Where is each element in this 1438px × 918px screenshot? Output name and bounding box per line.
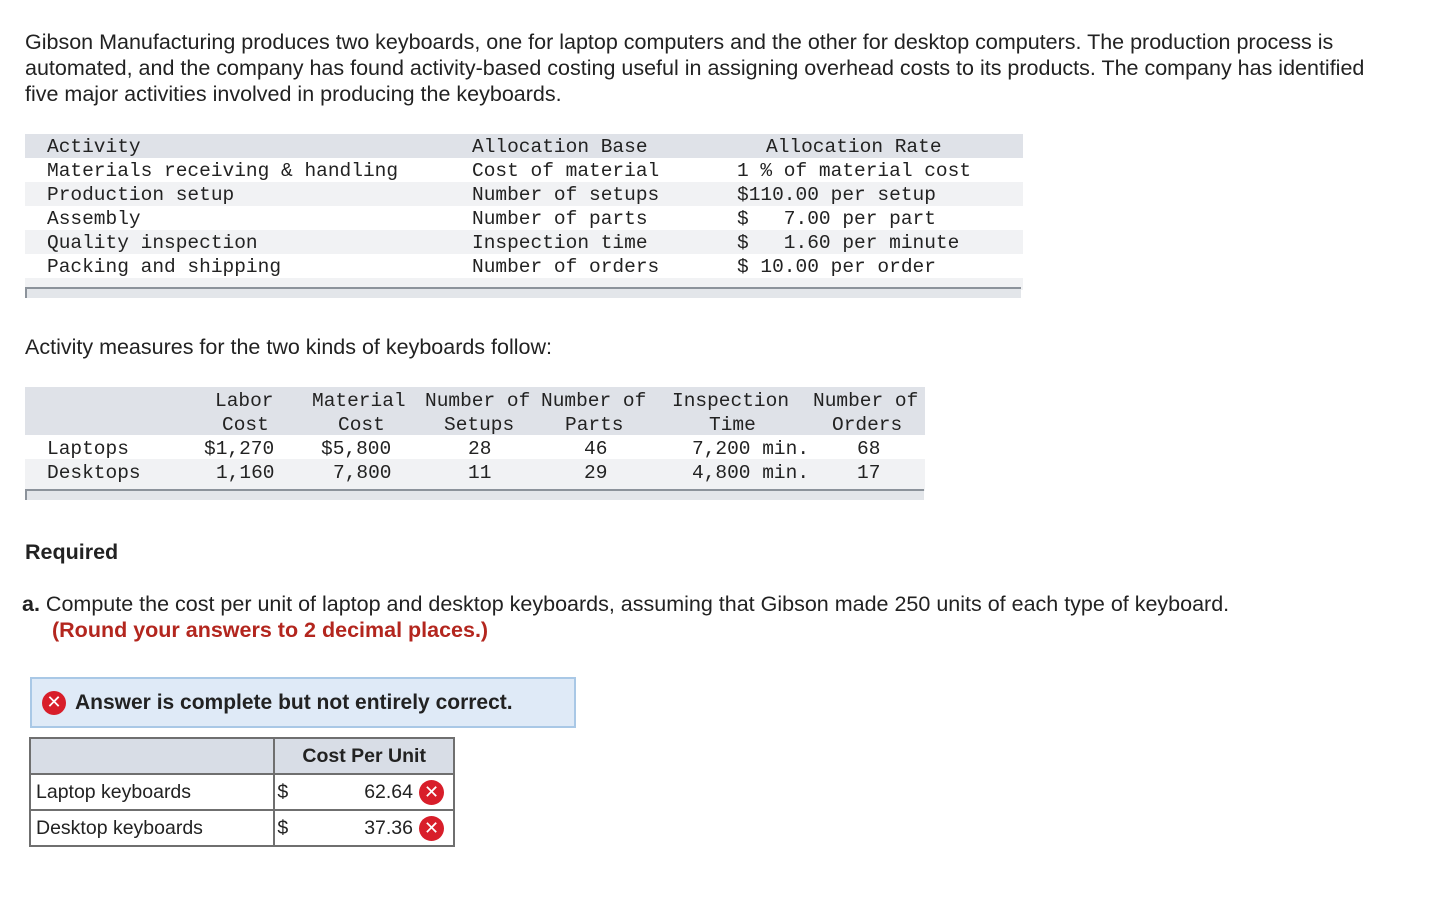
allocation-rate: 1 % of material cost [737,160,972,182]
header-activity: Activity [47,136,141,158]
allocation-base: Number of setups [472,184,660,206]
header-labor: Labor [215,390,274,412]
close-x-icon: ✕ [419,780,444,805]
answer-value: 62.64 [364,781,413,803]
header-cost-per-unit: Cost Per Unit [274,738,454,774]
number-of-orders: 17 [857,462,881,484]
answer-status-banner [30,677,576,728]
activity-name: Materials receiving & handling [47,160,399,182]
currency-symbol: $ [277,781,289,803]
part-a-question [22,591,1422,643]
cost-per-unit-desktop-input[interactable] [274,810,454,846]
header-parts: Number of [541,390,647,412]
header-orders-line2: Orders [832,414,903,436]
number-of-setups: 11 [468,462,492,484]
header-material-line2: Cost [338,414,385,436]
material-cost: $5,800 [321,438,392,460]
header-setups: Number of [425,390,531,412]
header-setups-line2: Setups [444,414,515,436]
table-footer-rule [25,489,924,500]
header-allocation-base: Allocation Base [472,136,648,158]
activity-name: Quality inspection [47,232,258,254]
currency-symbol: $ [277,817,289,839]
allocation-rate: $ 1.60 per minute [737,232,960,254]
activity-allocation-table [25,134,1023,298]
activity-name: Packing and shipping [47,256,282,278]
header-allocation-rate: Allocation Rate [766,136,942,158]
allocation-base: Number of orders [472,256,660,278]
part-a-number: a. [22,592,40,616]
answer-status-text: Answer is complete but not entirely correct. [75,690,513,714]
empty-header-cell [30,738,274,774]
close-x-icon: ✕ [42,691,66,715]
labor-cost: $1,270 [204,438,275,460]
table-header-row [30,738,454,774]
activity-measures-table [25,387,925,503]
allocation-base: Number of parts [472,208,648,230]
number-of-parts: 46 [584,438,608,460]
cost-per-unit-laptop-input[interactable] [274,774,454,810]
part-a-text: Compute the cost per unit of laptop and desktop keyboards, assuming that Gibson made 250 units of each type of keyboard. [45,592,1230,616]
inspection-time: 4,800 min. [692,462,810,484]
labor-cost: 1,160 [216,462,275,484]
table-row [30,810,454,846]
inspection-time: 7,200 min. [692,438,810,460]
required-heading: Required [25,540,119,564]
row-label-desktop: Desktop keyboards [30,810,274,846]
allocation-rate: $ 7.00 per part [737,208,936,230]
material-cost: 7,800 [333,462,392,484]
number-of-orders: 68 [857,438,881,460]
number-of-parts: 29 [584,462,608,484]
activity-name: Assembly [47,208,141,230]
row-label-laptops: Laptops [47,438,129,460]
allocation-base: Cost of material [472,160,660,182]
close-x-icon: ✕ [419,816,444,841]
answer-value: 37.36 [364,817,413,839]
allocation-rate: $110.00 per setup [737,184,936,206]
row-label-desktops: Desktops [47,462,141,484]
table-footer-rule [25,287,1021,298]
activity-name: Production setup [47,184,235,206]
header-inspection: Inspection [672,390,790,412]
row-label-laptop: Laptop keyboards [30,774,274,810]
allocation-base: Inspection time [472,232,648,254]
header-inspection-line2: Time [709,414,756,436]
header-orders: Number of [813,390,919,412]
measures-intro: Activity measures for the two kinds of keyboards follow: [25,335,552,359]
header-labor-line2: Cost [222,414,269,436]
problem-intro: Gibson Manufacturing produces two keyboards, one for laptop computers and the other for desktop computers. The production process is automated, and the company has found activity-based costing useful in assigning overhead costs to its products. The company has identified five major activities involved in producing the keyboards. [25,30,1365,106]
header-parts-line2: Parts [565,414,624,436]
header-material: Material [312,390,406,412]
cost-per-unit-table [29,737,455,847]
number-of-setups: 28 [468,438,492,460]
rounding-instruction: (Round your answers to 2 decimal places.) [52,618,489,642]
allocation-rate: $ 10.00 per order [737,256,936,278]
table-row [30,774,454,810]
